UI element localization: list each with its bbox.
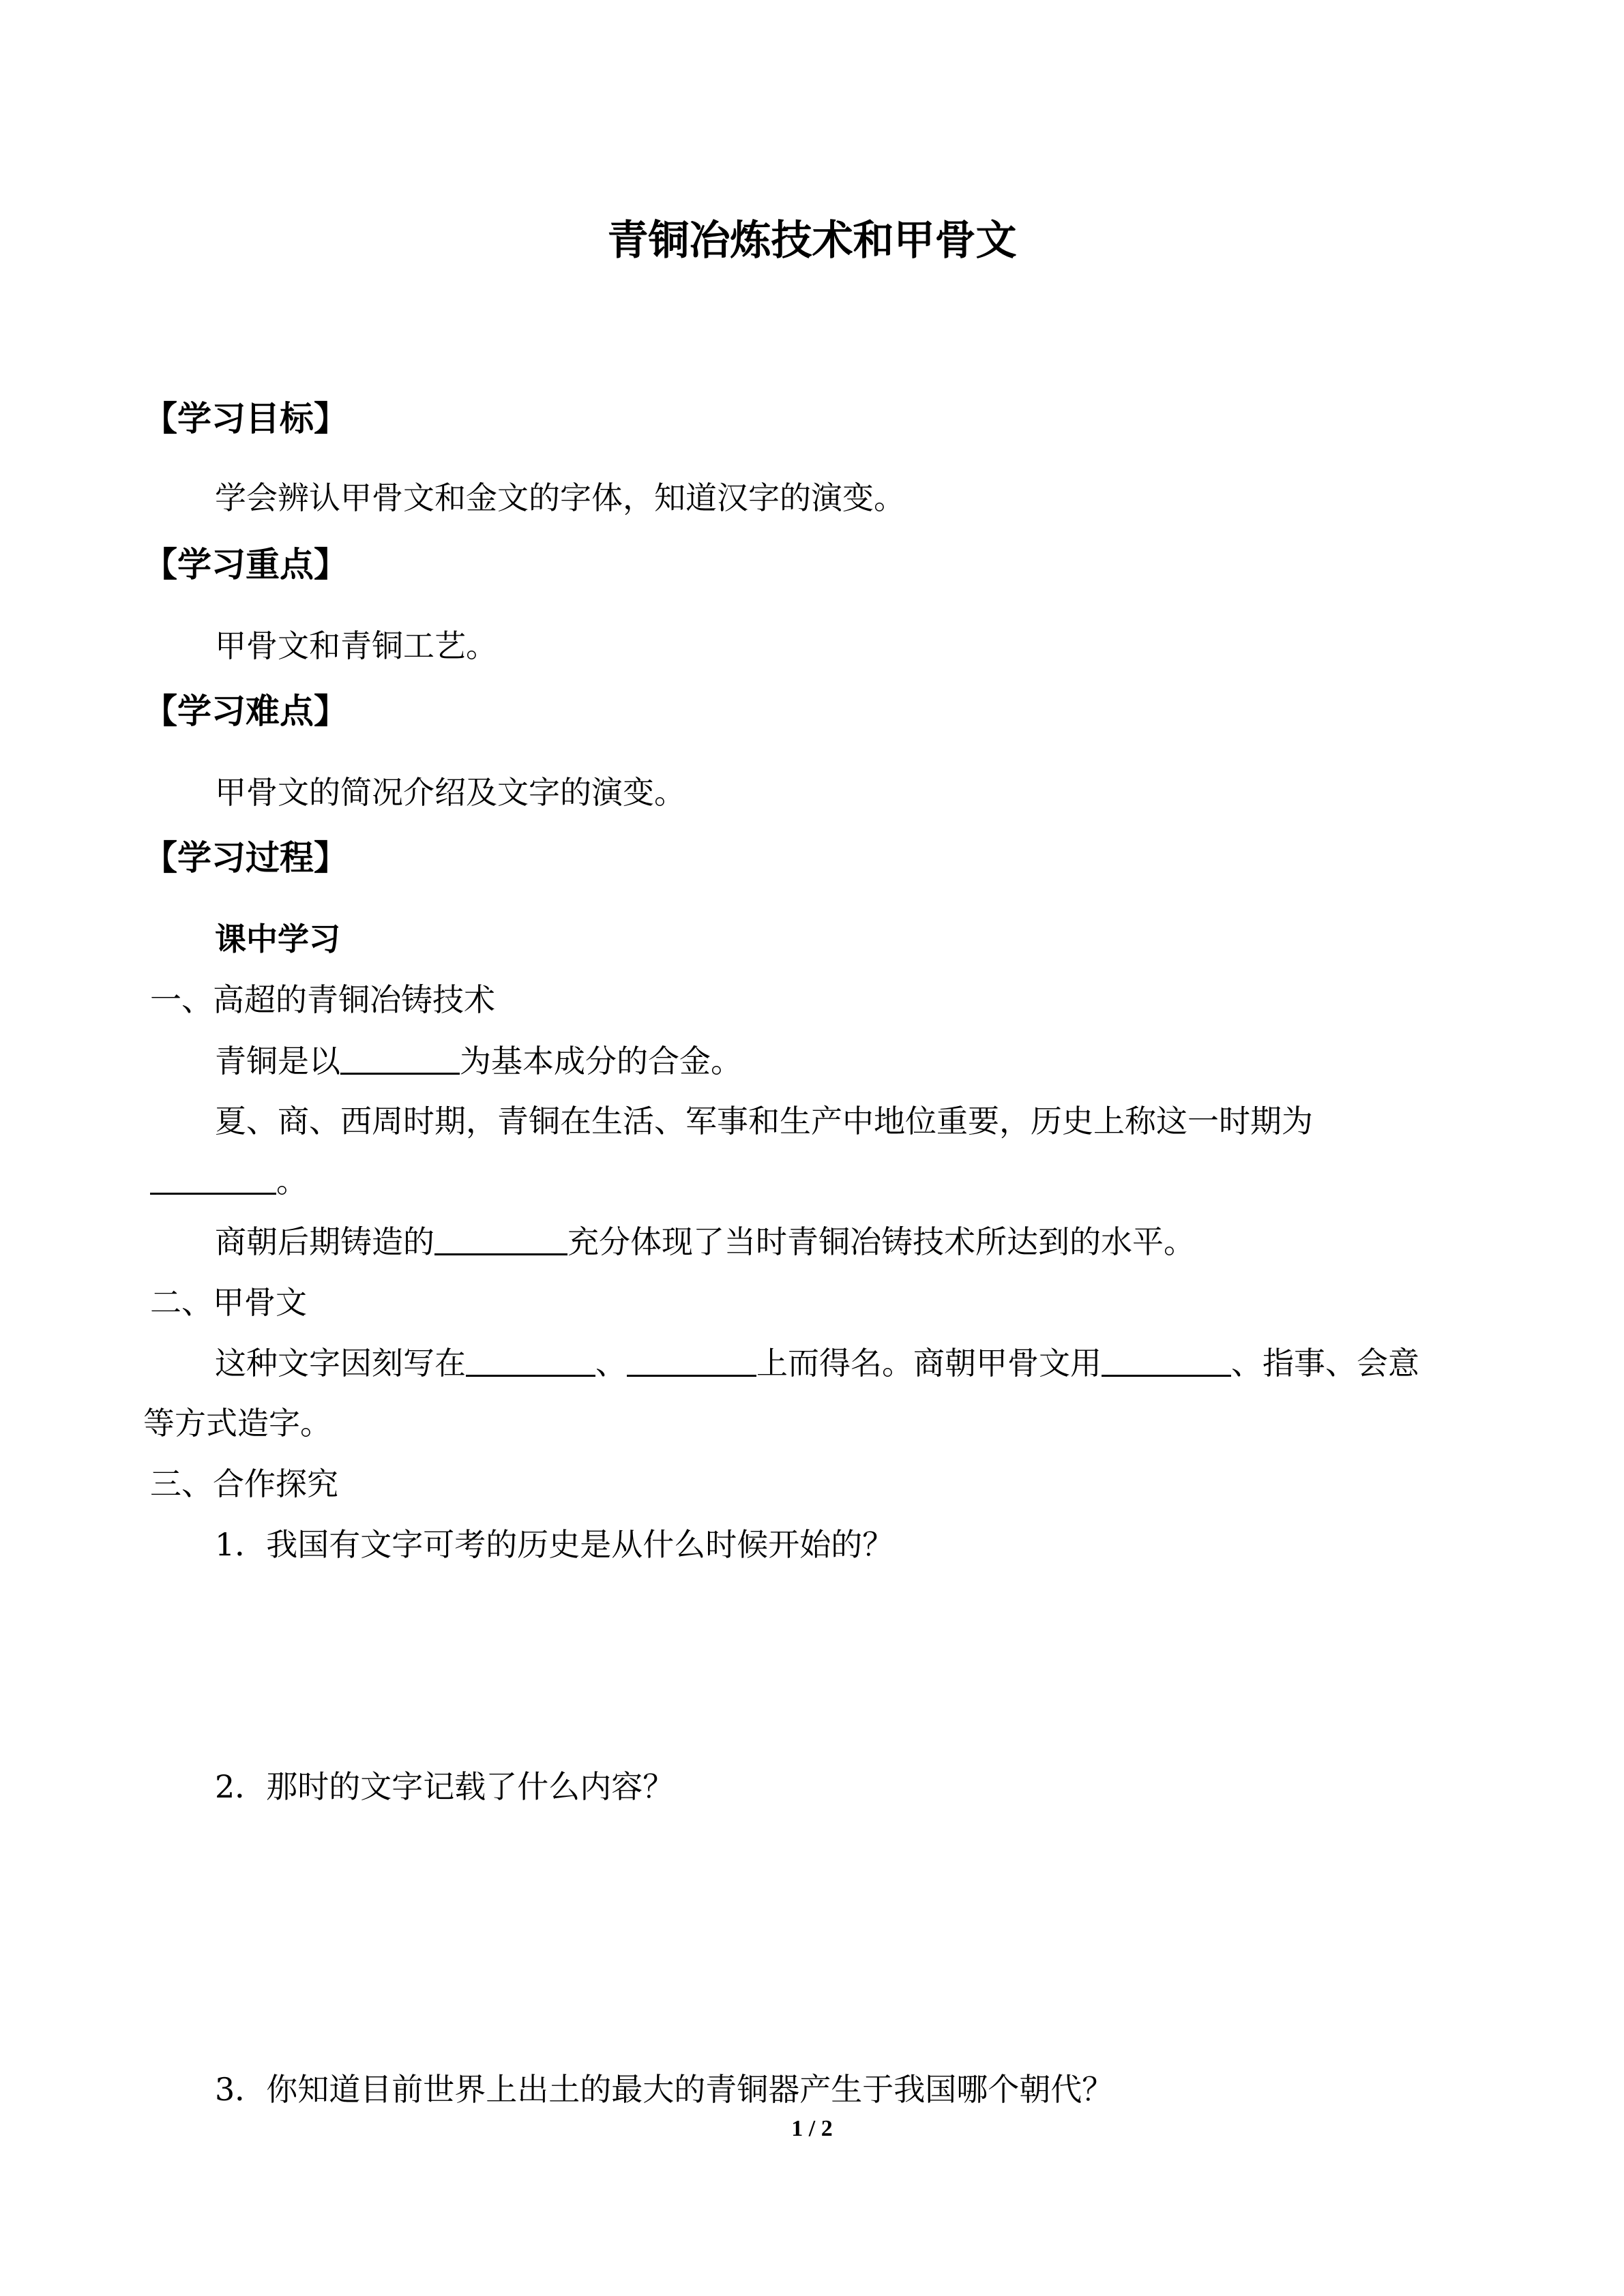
part1-question3 (215, 1218, 1195, 1266)
fill-blank[interactable] (150, 1161, 276, 1195)
fill-blank[interactable] (1102, 1343, 1231, 1377)
part1-q2-end: 。 (276, 1163, 308, 1199)
part2-q-before: 这种文字因刻写在 (215, 1345, 466, 1382)
fill-blank[interactable] (340, 1041, 460, 1075)
part2-q-after: 、指事、会意 (1231, 1345, 1419, 1382)
part1-question1 (215, 1037, 742, 1085)
heading-key-points: 【学习重点】 (143, 545, 348, 584)
part1-question2-line1: 夏、商、西周时期，青铜在生活、军事和生产中地位重要，历史上称这一时期为 (215, 1103, 1313, 1139)
part3-heading: 三、合作探究 (150, 1465, 338, 1502)
fill-blank[interactable] (466, 1343, 595, 1377)
part2-heading: 二、甲骨文 (150, 1284, 307, 1321)
difficulties-text: 甲骨文的简况介绍及文字的演变。 (215, 774, 685, 811)
page-number: 1 / 2 (791, 2116, 833, 2141)
part2-q-mid: 上而得名。商朝甲骨文用 (756, 1345, 1102, 1382)
fill-blank[interactable] (627, 1343, 756, 1377)
part1-q1-after: 为基本成分的合金。 (460, 1043, 742, 1079)
heading-learning-process: 【学习过程】 (143, 838, 348, 878)
key-points-text: 甲骨文和青铜工艺。 (215, 627, 497, 664)
part3-question-3: 3．你知道目前世界上出土的最大的青铜器产生于我国哪个朝代？ (215, 2071, 1114, 2108)
part2-q-sep: 、 (595, 1345, 627, 1382)
document-title: 青铜冶炼技术和甲骨文 (607, 217, 1017, 265)
part1-q3-before: 商朝后期铸造的 (215, 1223, 434, 1260)
part1-q1-before: 青铜是以 (215, 1043, 340, 1079)
part3-question-1: 1．我国有文字可考的历史是从什么时候开始的？ (215, 1526, 894, 1563)
part3-question-2: 2．那时的文字记载了什么内容？ (215, 1768, 675, 1805)
objective-text: 学会辨认甲骨文和金文的字体，知道汉字的演变。 (215, 479, 905, 516)
part1-heading: 一、高超的青铜冶铸技术 (150, 981, 495, 1018)
part2-question-line2: 等方式造字。 (143, 1405, 331, 1442)
part1-question2-line2 (150, 1157, 308, 1205)
in-class-subheading: 课中学习 (215, 921, 340, 957)
fill-blank[interactable] (434, 1222, 567, 1255)
part2-question-line1 (215, 1339, 1419, 1387)
heading-difficulties: 【学习难点】 (143, 691, 348, 731)
part1-q3-after: 充分体现了当时青铜冶铸技术所达到的水平。 (567, 1223, 1195, 1260)
heading-learning-objectives: 【学习目标】 (143, 399, 348, 438)
